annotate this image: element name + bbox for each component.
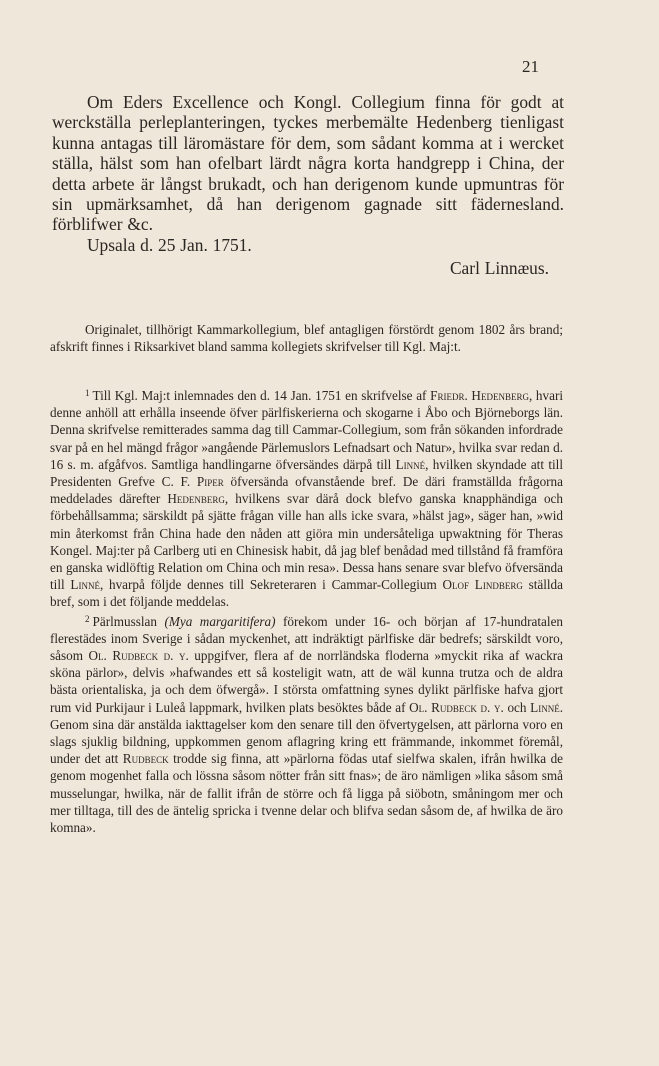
latin-name: (Mya margaritifera) — [164, 613, 276, 629]
footnote-1-marker: 1 — [85, 388, 90, 398]
person-name: Ol. Rudbeck d. y. — [88, 648, 189, 664]
origin-note-block — [50, 321, 563, 355]
person-name: Rudbeck — [122, 751, 169, 767]
person-name: Piper — [196, 474, 224, 490]
person-name: Olof Lindberg — [442, 577, 523, 593]
person-name: Hedenberg — [167, 491, 225, 507]
letter-text — [52, 92, 564, 278]
person-name: Ol. Rudbeck d. y. — [409, 699, 504, 715]
footnote-1: $^1$ Till Kgl. Maj:t inlemnades den d. 14 Jan. 1751 en skrifvelse af Friedr. Hedenberg, hvari denne anhöll att erhålla inseende öfver pärlfiskerierna och skogarne i Åbo och Björneborgs län. Denna skrifvelse remitterades samma dag till Cammar-Collegium, som från sökanden infordrade svar på en hel mängd frågor »angående Pärlemuslors Lefnadsart och Natur», hvilka svar redan d. 16 s. m. afgåfvos. Samtliga handlingarne öfversändes därpå till Linné, hvilken skyndade att till Presidenten Grefve C. F. Piper öfversända ofvanstående bref. De däri framställda frågorna meddelades därefter Hedenberg, hvilkens svar därå dock blefvo ganska knapphändiga och förbehållsamma; särskildt på sjätte frågan ville han alls icke svara, »hälst jag», säger han, »wid min återkomst från China hade den nåden att giöra min undersåteliga upwaktning för Theras Kongel. Maj:ter på Carlberg uti en Chinesisk habit, då jag blef benådad med tillstånd få framföra en ganska widlöftig Relation om China och min resa». Dessa hans senare svar blefvo öfversända till Linné, hvarpå följde dennes till Sekreteraren i Cammar-Collegium Olof Lindberg ställda bref, som i det följande meddelas. — [50, 388, 564, 610]
person-name: Linné — [70, 577, 100, 593]
letter-signature: Carl Linnæus. — [449, 257, 549, 278]
origin-note: Originalet, tillhörigt Kammarkollegium, blef antagligen förstördt genom 1802 års brand; afskrift finnes i Riksarkivet bland samma kollegiets skrifvelser till Kgl. Maj:t. — [50, 322, 563, 355]
person-name: Friedr. Hedenberg — [430, 388, 529, 403]
person-name: Linné — [395, 456, 426, 472]
letter-dateline: Upsala d. 25 Jan. 1751. — [87, 234, 252, 255]
letter-paragraph: Om Eders Excellence och Kongl. Collegium finna för godt at werckställa perleplanteringen, tyckes merbemälte Hedenberg tienligast kunna antagas till läromästare för dem, som sådant komma at i wercket ställa, hälst som han ofelbart lärdt några korta handgrepp i China, der detta arbete är långst brukadt, och han derigenom kunde upmuntras för sin upmärksamhet, då han derigenom gagnade sitt fädernesland. förblifwer &c. — [52, 92, 564, 235]
page-number: 21 — [522, 57, 539, 76]
footnote-2: $^2$ Pärlmusslan (Mya margaritifera) förekom under 16- och början af 17-hundratalen flerestädes inom Sverige i sådan myckenhet, att indräktigt pärlfiske där bedrefs; särskildt voro, såsom Ol. Rudbeck d. y. uppgifver, flera af de norrländska floderna »myckit rika af wackra sköna pärlor», delvis »hafwandes ett så kosteligit watn, att de wäl kunna trutza och de aldra bästa orientaliska, ja och dem öfwergå». I största omfattning synes dylikt pärlfiske hafva gjort rum vid Purkijaur i Luleå lappmark, hvilken plats besöktes både af Ol. Rudbeck d. y. och Linné. Genom sina där anstälda iakttagelser kom den senare till den öfvertygelsen, att pärlorna voro en slags sjuklig bildning, uppkommen genom aflagring kring ett främmande, inkommet föremål, under det att Rudbeck trodde sig finna, att »pärlorna födas utaf sielfwa skalen, ifrån hwilka de genom mogenhet falla och lössna såsom nötter från sitt fnas»; de äro nämligen »lika såsom små musselungar, hwilka, när de fallit ifrån de större och få ligga på siöbotn, småningom mer och mer tilltaga, till des de äntelig spricka i tvenne delar och blifva sedan såsom de, af hwilka de äro komna». — [50, 613, 564, 836]
person-name: Linné — [530, 699, 560, 715]
footnote-2-marker: 2 — [85, 613, 90, 624]
footnotes — [50, 385, 563, 836]
